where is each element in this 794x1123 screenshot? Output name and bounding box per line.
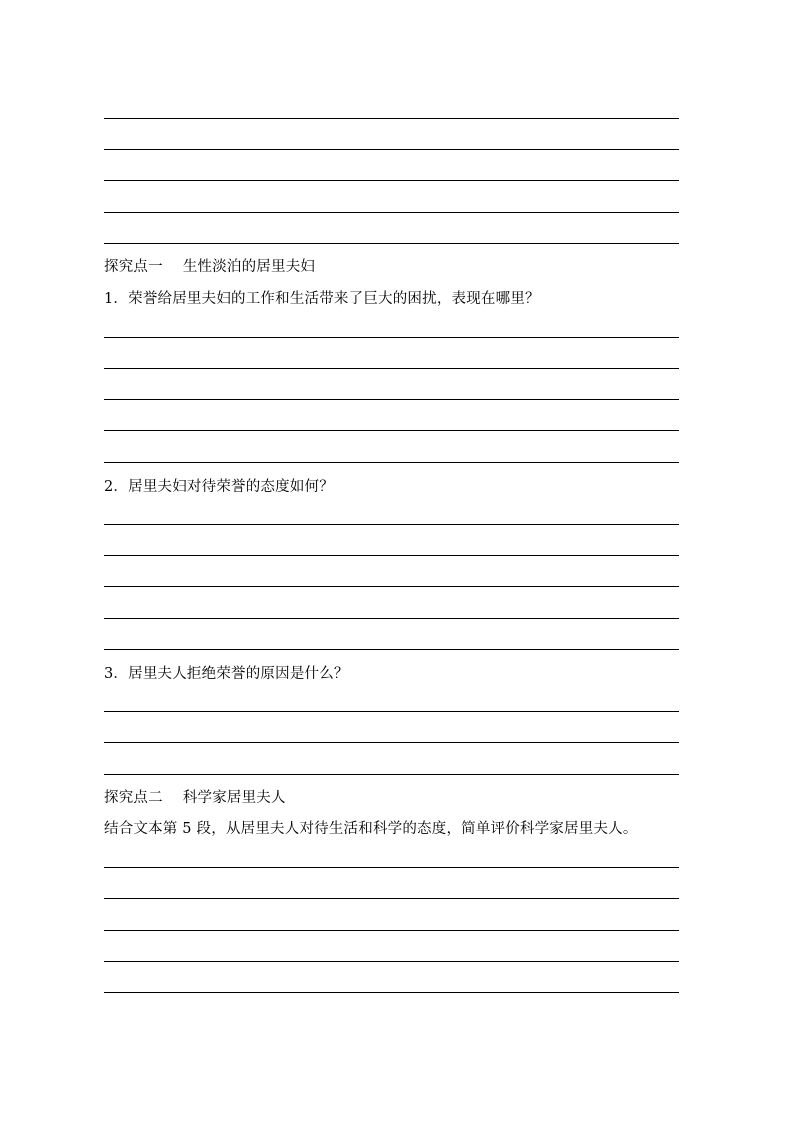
answer-line[interactable] (104, 555, 679, 556)
answer-line[interactable] (104, 774, 679, 775)
answer-line[interactable] (104, 368, 679, 369)
answer-line[interactable] (104, 742, 679, 743)
answer-line[interactable] (104, 243, 679, 244)
question-1: 1．荣誉给居里夫妇的工作和生活带来了巨大的困扰，表现在哪里？ (104, 291, 540, 307)
section-1-title: 生性淡泊的居里夫妇 (182, 259, 316, 275)
answer-line[interactable] (104, 524, 679, 525)
section-2-prompt: 结合文本第 5 段，从居里夫人对待生活和科学的态度，简单评价科学家居里夫人。 (104, 821, 638, 837)
answer-line[interactable] (104, 711, 679, 712)
section-1-label: 探究点一 (104, 259, 163, 275)
answer-line[interactable] (104, 337, 679, 338)
answer-line[interactable] (104, 992, 679, 993)
section-2-heading (104, 788, 286, 808)
answer-line[interactable] (104, 586, 679, 587)
answer-line[interactable] (104, 430, 679, 431)
answer-line[interactable] (104, 649, 679, 650)
section-1-heading (104, 257, 315, 277)
question-2: 2．居里夫妇对待荣誉的态度如何？ (104, 479, 334, 495)
answer-line[interactable] (104, 961, 679, 962)
answer-line[interactable] (104, 462, 679, 463)
answer-line[interactable] (104, 399, 679, 400)
section-2-label: 探究点二 (104, 790, 163, 806)
question-3: 3．居里夫人拒绝荣誉的原因是什么？ (104, 666, 349, 682)
answer-line[interactable] (104, 180, 679, 181)
answer-line[interactable] (104, 212, 679, 213)
answer-line[interactable] (104, 930, 679, 931)
answer-line[interactable] (104, 149, 679, 150)
answer-line[interactable] (104, 898, 679, 899)
answer-line[interactable] (104, 618, 679, 619)
answer-line[interactable] (104, 867, 679, 868)
section-2-title: 科学家居里夫人 (182, 790, 286, 806)
answer-line[interactable] (104, 118, 679, 119)
